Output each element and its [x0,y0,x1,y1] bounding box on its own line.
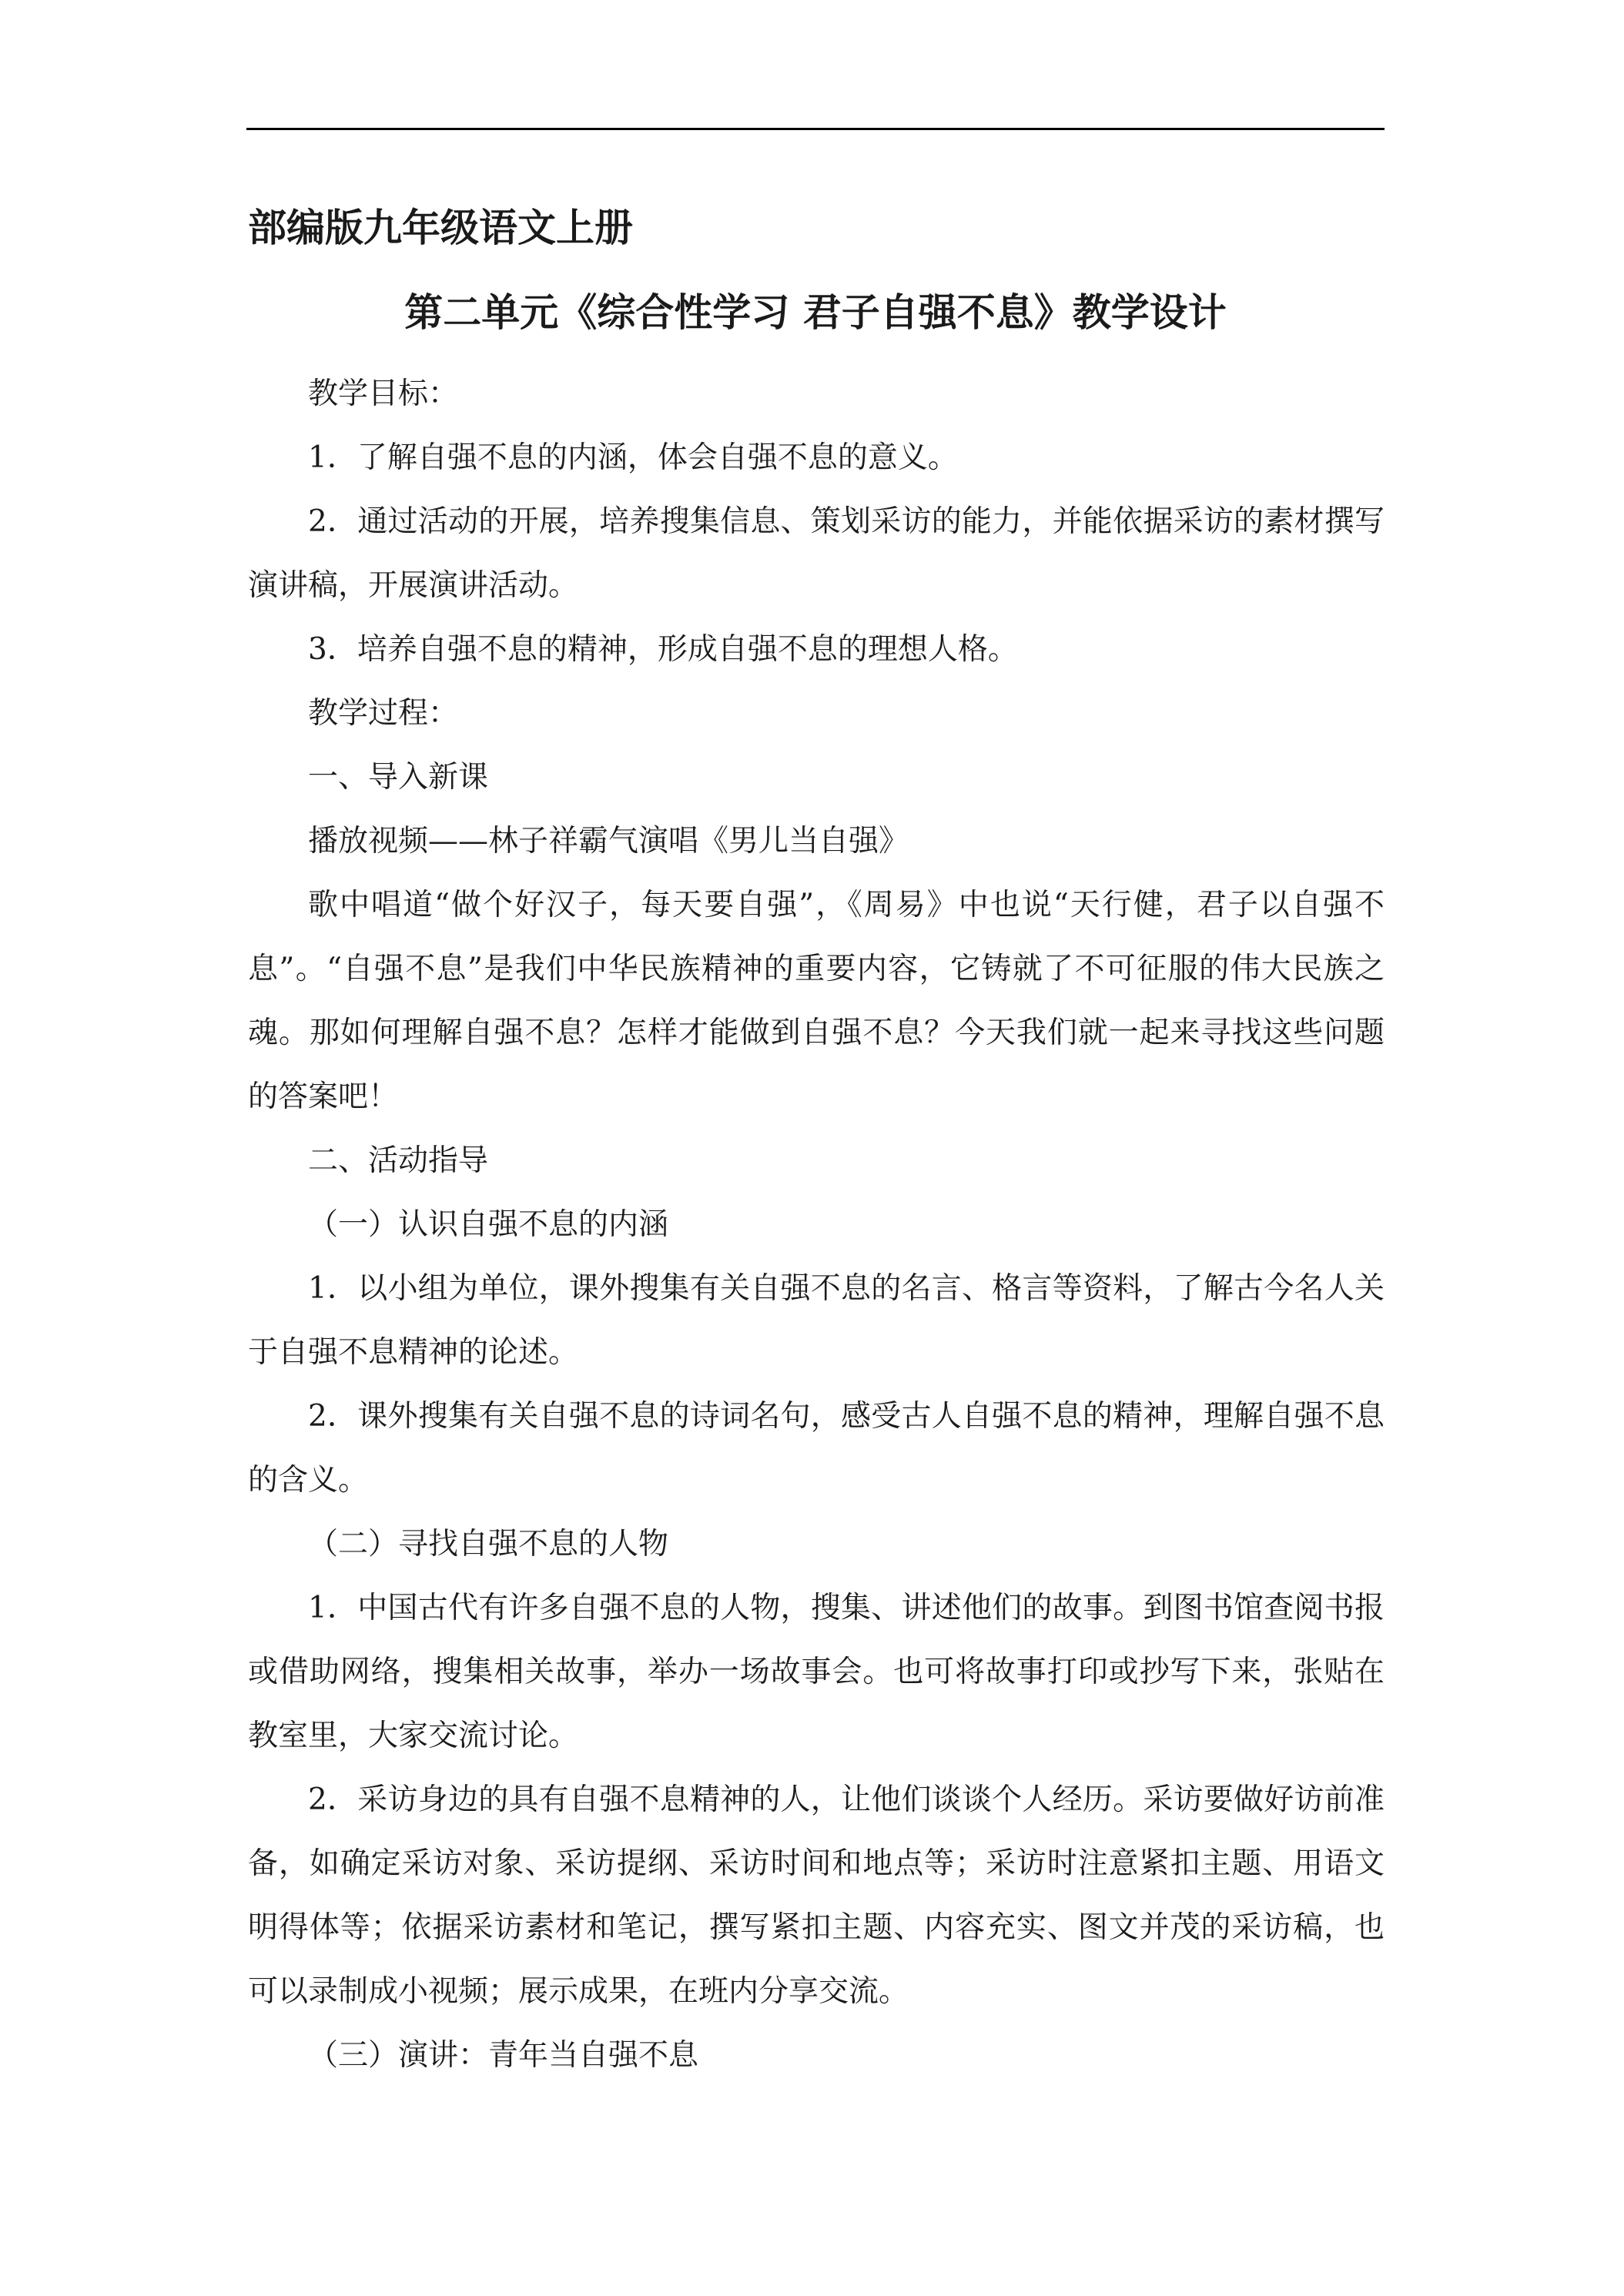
section-heading-activity-guide: 二、活动指导 [308,1143,489,1178]
paragraph-objective-3: 3．培养自强不息的精神，形成自强不息的理想人格。 [308,632,1018,667]
paragraph-sub1-item-1: 1．以小组为单位，课外搜集有关自强不息的名言、格言等资料，了解古今名人关于自强不息精神的论述。 [248,1271,1385,1370]
paragraph-sub2-item-1: 1．中国古代有许多自强不息的人物，搜集、讲述他们的故事。到图书馆查阅书报或借助网络，搜集相关故事，举办一场故事会。也可将故事打印或抄写下来，张贴在教室里，大家交流讨论。 [248,1591,1385,1753]
paragraph-process-heading: 教学过程： [308,696,459,731]
header-rule [246,128,1385,130]
paragraph-intro-text: 歌中唱道“做个好汉子，每天要自强”，《周易》中也说“天行健，君子以自强不息”。“自强不息”是我们中华民族精神的重要内容，它铸就了不可征服的伟大民族之魂。那如何理解自强不息？怎样才能做到自强不息？今天我们就一起来寻找这些问题的答案吧！ [248,888,1385,1114]
document-title: 部编版九年级语文上册 [248,206,633,250]
paragraph-video: 播放视频——林子祥霸气演唱《男儿当自强》 [308,824,909,858]
subsection-heading-1: （一）认识自强不息的内涵 [308,1207,669,1242]
paragraph-sub2-item-2: 2．采访身边的具有自强不息精神的人，让他们谈谈个人经历。采访要做好访前准备，如确定采访对象、采访提纲、采访时间和地点等；采访时注意紧扣主题、用语文明得体等；依据采访素材和笔记，撰写紧扣主题、内容充实、图文并茂的采访稿，也可以录制成小视频；展示成果，在班内分享交流。 [248,1782,1385,2009]
paragraph-sub1-item-2: 2．课外搜集有关自强不息的诗词名句，感受古人自强不息的精神，理解自强不息的含义。 [248,1399,1385,1498]
paragraph-objective-1: 1．了解自强不息的内涵，体会自强不息的意义。 [308,440,958,475]
subsection-heading-3: （三）演讲：青年当自强不息 [308,2038,699,2073]
document-body [248,362,1385,2087]
document-subtitle: 第二单元《综合性学习 君子自强不息》教学设计 [404,290,1227,335]
paragraph-objective-2: 2．通过活动的开展，培养搜集信息、策划采访的能力，并能依据采访的素材撰写演讲稿，开展演讲活动。 [248,504,1385,603]
paragraph-objectives-heading: 教学目标： [308,377,459,411]
section-heading-introduction: 一、导入新课 [308,760,489,795]
subsection-heading-2: （二）寻找自强不息的人物 [308,1527,669,1561]
